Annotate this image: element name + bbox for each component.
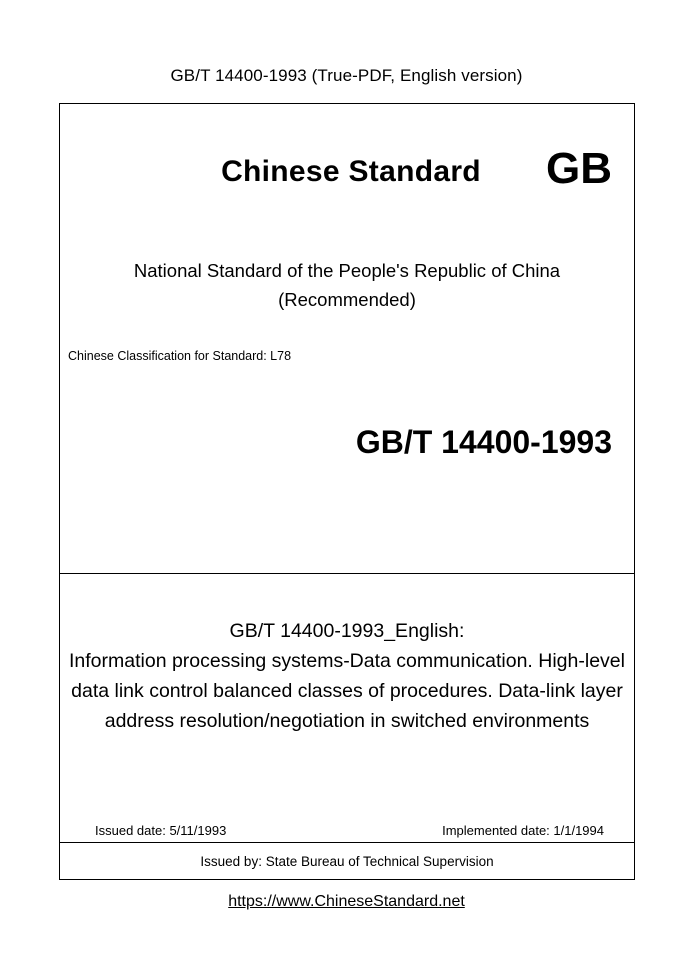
website-link[interactable]: https://www.ChineseStandard.net [228, 893, 465, 910]
standard-number: GB/T 14400-1993 [355, 424, 612, 460]
english-title-group [60, 616, 634, 736]
standard-cover-frame [59, 103, 635, 880]
cover-bottom-block [60, 843, 634, 879]
national-standard-heading [60, 256, 634, 314]
cover-middle-block [60, 574, 634, 843]
national-standard-line-2: (Recommended) [278, 289, 416, 310]
issued-date: Issued date: 5/11/1993 [95, 823, 227, 838]
footer-url [0, 893, 693, 911]
national-standard-line-1: National Standard of the People's Republic of China [133, 260, 561, 281]
english-title-label: GB/T 14400-1993_English: [229, 620, 465, 642]
gb-logo-mark: GB [546, 144, 612, 193]
cover-upper-block [60, 104, 634, 574]
implemented-date: Implemented date: 1/1/1994 [442, 823, 604, 838]
english-title-text: Information processing systems-Data communication. High-level data link control balanced classes of procedures. Data-link layer address resolution/negotiation in switched environments [69, 650, 625, 732]
classification-code: Chinese Classification for Standard: L78 [68, 349, 292, 363]
cover-main-title: Chinese Standard [221, 155, 481, 188]
issued-by: Issued by: State Bureau of Technical Supervision [200, 853, 494, 869]
page-header-caption: GB/T 14400-1993 (True-PDF, English version) [170, 66, 523, 85]
